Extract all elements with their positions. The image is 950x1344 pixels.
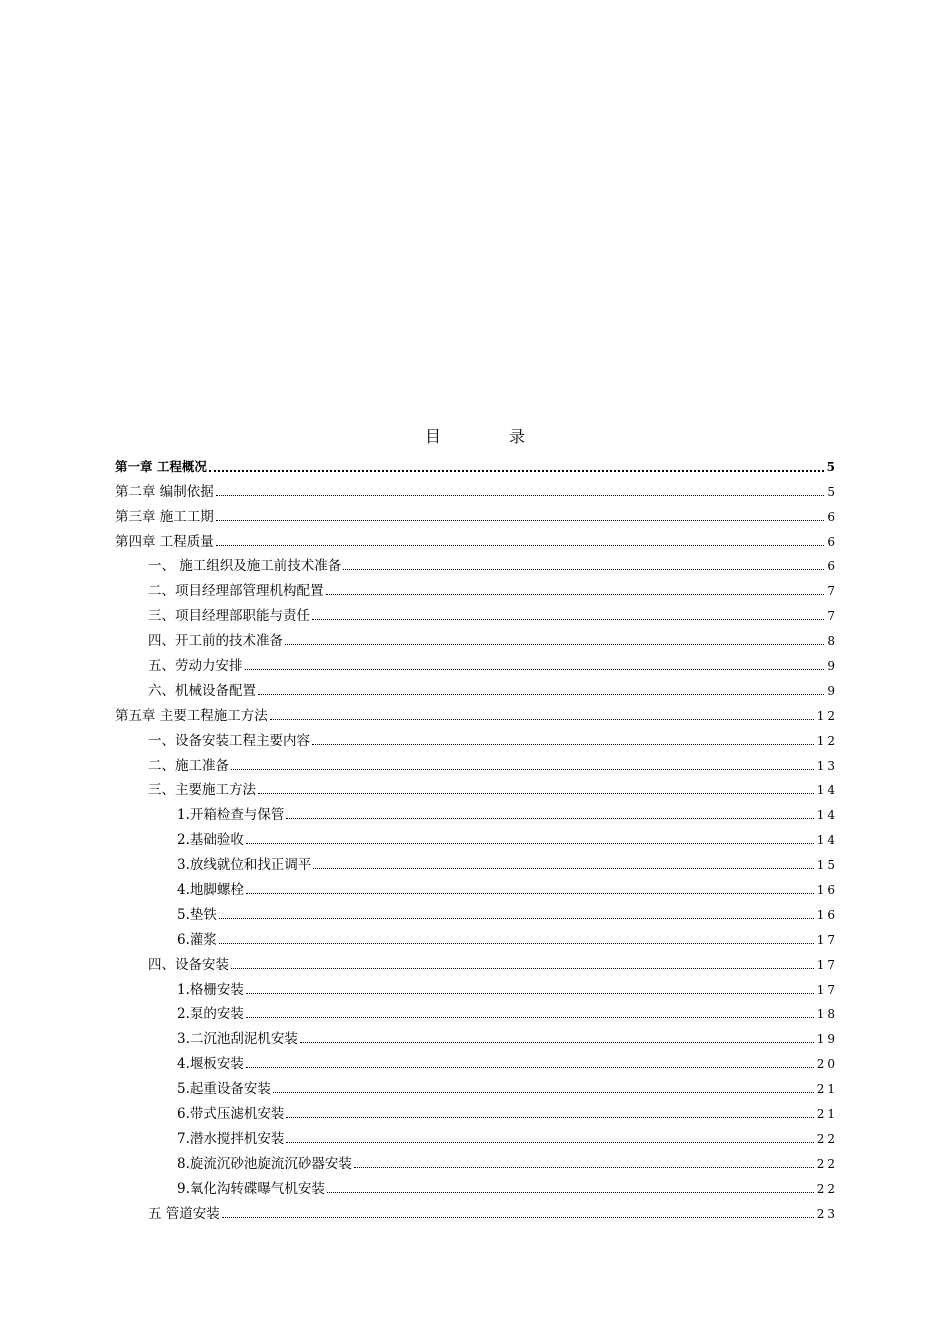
toc-entry[interactable] [115, 674, 838, 699]
toc-entry-page: 18 [816, 1007, 838, 1022]
toc-entry-label: 3.放线就位和找正调平 [177, 857, 312, 874]
toc-entry-label: 一、设备安装工程主要内容 [148, 732, 310, 749]
toc-entry-label: 4.堰板安装 [177, 1056, 244, 1073]
toc-entry-page: 12 [816, 733, 838, 748]
toc-entry-page: 14 [816, 808, 838, 823]
toc-entry-page: 5 [827, 484, 838, 499]
toc-dot-leader [343, 569, 824, 570]
toc-entry-label: 三、项目经理部职能与责任 [148, 608, 310, 625]
toc-entry-page: 17 [816, 957, 838, 972]
toc-entry[interactable] [115, 1172, 838, 1197]
toc-entry-page: 14 [816, 833, 838, 848]
toc-dot-leader [231, 769, 814, 770]
table-of-contents [115, 450, 838, 1222]
toc-entry[interactable] [115, 1022, 838, 1048]
toc-entry-label: 第三章 施工工期 [115, 508, 214, 525]
toc-entry[interactable] [115, 998, 838, 1023]
toc-title: 目录 [424, 427, 593, 446]
toc-dot-leader [327, 1192, 814, 1193]
toc-dot-leader [216, 520, 825, 521]
toc-entry-label: 二、施工准备 [148, 757, 229, 774]
toc-entry-page: 19 [816, 1032, 838, 1047]
toc-dot-leader [273, 1092, 814, 1093]
toc-entry-page: 22 [816, 1131, 838, 1146]
toc-dot-leader [246, 1067, 814, 1068]
toc-entry-label: 7.潜水搅拌机安装 [177, 1130, 285, 1147]
toc-entry-label: 1.格栅安装 [177, 981, 244, 998]
toc-entry[interactable] [115, 475, 838, 500]
toc-entry-label: 四、开工前的技术准备 [148, 633, 283, 650]
toc-entry-label: 5.起重设备安装 [177, 1081, 271, 1098]
toc-entry-label: 二、项目经理部管理机构配置 [148, 583, 324, 600]
toc-entry-page: 17 [816, 932, 838, 947]
toc-dot-leader [326, 594, 825, 595]
toc-entry-label: 8.旋流沉砂池旋流沉砂器安装 [177, 1155, 352, 1172]
toc-entry-label: 第一章 工程概况 [115, 458, 207, 474]
toc-entry-page: 5 [826, 459, 838, 474]
toc-entry-page: 15 [816, 858, 838, 873]
toc-entry[interactable] [115, 823, 838, 849]
toc-dot-leader [219, 943, 814, 944]
toc-dot-leader [231, 968, 814, 969]
toc-entry-label: 2.基础验收 [177, 832, 244, 849]
toc-entry[interactable] [115, 873, 838, 899]
toc-entry[interactable] [115, 724, 838, 749]
toc-entry-label: 2.泵的安装 [177, 1006, 244, 1023]
toc-entry[interactable] [115, 450, 838, 475]
toc-entry-label: 1.开箱检查与保管 [177, 807, 285, 824]
toc-entry-label: 6.带式压滤机安装 [177, 1106, 285, 1123]
toc-entry-label: 五 管道安装 [148, 1205, 220, 1222]
toc-entry-label: 四、设备安装 [148, 956, 229, 973]
toc-entry-label: 3.二沉池刮泥机安装 [177, 1031, 298, 1048]
toc-dot-leader [312, 619, 824, 620]
toc-entry[interactable] [115, 798, 838, 824]
toc-entry[interactable] [115, 923, 838, 948]
toc-entry[interactable] [115, 774, 838, 799]
toc-dot-leader [209, 470, 824, 472]
toc-dot-leader [258, 694, 824, 695]
toc-entry-page: 6 [827, 509, 838, 524]
toc-entry-page: 7 [827, 609, 838, 624]
toc-entry[interactable] [115, 848, 838, 874]
toc-entry-page: 12 [816, 708, 838, 723]
toc-dot-leader [216, 495, 825, 496]
toc-entry-page: 9 [827, 683, 838, 698]
toc-entry-page: 21 [816, 1082, 838, 1097]
toc-dot-leader [313, 868, 813, 869]
toc-entry[interactable] [115, 1047, 838, 1073]
toc-entry-page: 17 [816, 982, 838, 997]
toc-entry-page: 16 [816, 883, 838, 898]
toc-entry[interactable] [115, 649, 838, 675]
toc-dot-leader [245, 669, 825, 670]
toc-dot-leader [246, 993, 814, 994]
toc-entry-page: 9 [827, 659, 838, 674]
toc-dot-leader [286, 1117, 813, 1118]
toc-entry-label: 三、主要施工方法 [148, 782, 256, 799]
toc-entry-page: 6 [827, 559, 838, 574]
toc-entry-page: 22 [816, 1156, 838, 1171]
toc-entry[interactable] [115, 574, 838, 600]
toc-entry-page: 16 [816, 907, 838, 922]
toc-entry[interactable] [115, 749, 838, 774]
toc-dot-leader [270, 719, 814, 720]
toc-entry-label: 4.地脚螺栓 [177, 882, 244, 899]
toc-entry-page: 23 [816, 1206, 838, 1221]
toc-entry[interactable] [115, 1197, 838, 1222]
toc-entry[interactable] [115, 624, 838, 650]
toc-dot-leader [312, 744, 814, 745]
toc-dot-leader [354, 1167, 814, 1168]
toc-entry[interactable] [115, 525, 838, 550]
toc-entry-label: 第五章 主要工程施工方法 [115, 707, 268, 724]
toc-dot-leader [300, 1042, 814, 1043]
toc-dot-leader [246, 843, 814, 844]
toc-dot-leader [286, 818, 813, 819]
toc-dot-leader [285, 644, 824, 645]
toc-entry[interactable] [115, 948, 838, 973]
toc-entry-page: 22 [816, 1181, 838, 1196]
toc-entry-label: 6.灌浆 [177, 931, 217, 948]
toc-dot-leader [246, 893, 814, 894]
toc-dot-leader [216, 545, 825, 546]
toc-entry-page: 14 [816, 783, 838, 798]
toc-entry-label: 五、劳动力安排 [148, 658, 243, 675]
toc-entry[interactable] [115, 500, 838, 525]
toc-dot-leader [246, 1017, 814, 1018]
toc-entry[interactable] [115, 599, 838, 625]
toc-entry-page: 7 [827, 584, 838, 599]
toc-entry-label: 第二章 编制依据 [115, 483, 214, 500]
toc-entry-page: 21 [816, 1107, 838, 1122]
toc-entry-page: 13 [816, 758, 838, 773]
toc-entry-label: 六、机械设备配置 [148, 682, 256, 699]
toc-entry[interactable] [115, 1147, 838, 1172]
toc-entry-label: 一、 施工组织及施工前技术准备 [148, 558, 342, 575]
toc-entry-page: 6 [827, 534, 838, 549]
toc-entry[interactable] [115, 699, 838, 724]
toc-entry-page: 8 [827, 634, 838, 649]
toc-entry-label: 第四章 工程质量 [115, 533, 214, 550]
toc-entry[interactable] [115, 1097, 838, 1123]
toc-entry[interactable] [115, 1072, 838, 1098]
toc-entry[interactable] [115, 898, 838, 923]
toc-entry[interactable] [115, 973, 838, 998]
toc-entry[interactable] [115, 550, 838, 575]
toc-dot-leader [258, 793, 814, 794]
toc-dot-leader [219, 918, 814, 919]
toc-entry-page: 20 [816, 1057, 838, 1072]
toc-entry-label: 5.垫铁 [177, 906, 217, 923]
toc-entry[interactable] [115, 1122, 838, 1147]
toc-dot-leader [222, 1217, 814, 1218]
toc-dot-leader [286, 1142, 813, 1143]
toc-entry-label: 9.氧化沟转碟曝气机安装 [177, 1180, 325, 1197]
